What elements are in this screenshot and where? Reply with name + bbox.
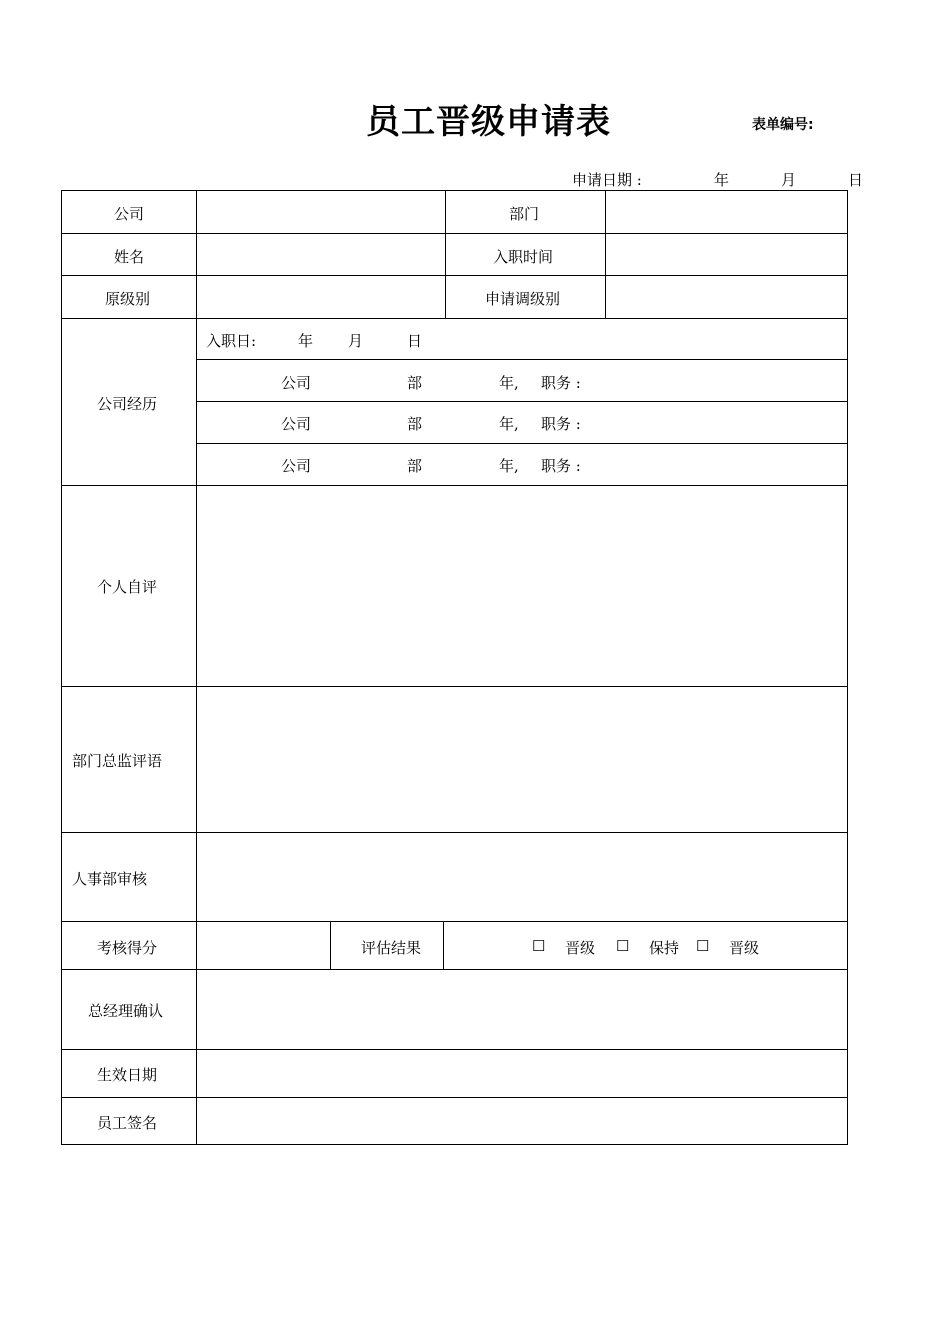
label-name: 姓名 — [114, 248, 145, 266]
hire-day-month: 月 — [348, 332, 364, 350]
history-1-position: 职务 : — [541, 374, 581, 392]
apply-date-year: 年 — [714, 171, 730, 189]
requested-level-field[interactable] — [606, 276, 847, 318]
hire-day-day: 日 — [407, 332, 423, 350]
self-evaluation-field[interactable] — [197, 486, 847, 686]
hr-review-field[interactable] — [197, 833, 847, 921]
history-3-dept: 部 — [407, 457, 423, 475]
label-gm-confirm: 总经理确认 — [88, 1002, 164, 1020]
label-company-history: 公司经历 — [97, 395, 158, 413]
hire-time-field[interactable] — [606, 234, 847, 275]
original-level-field[interactable] — [197, 276, 445, 318]
label-company: 公司 — [114, 205, 145, 223]
checkbox-promote-2[interactable]: ☐ — [696, 937, 710, 955]
label-employee-signature: 员工签名 — [97, 1114, 158, 1132]
option-keep: 保持 — [649, 939, 680, 957]
option-promote-1: 晋级 — [565, 939, 596, 957]
history-2-company: 公司 — [281, 415, 312, 433]
checkbox-keep[interactable]: ☐ — [616, 937, 630, 955]
label-requested-level: 申请调级别 — [485, 290, 561, 308]
history-2-position: 职务 : — [541, 415, 581, 433]
hire-day-year: 年 — [298, 332, 314, 350]
history-3-position: 职务 : — [541, 457, 581, 475]
label-director-comment: 部门总监评语 — [72, 752, 163, 770]
history-2-dept: 部 — [407, 415, 423, 433]
department-field[interactable] — [606, 191, 847, 233]
page-title: 员工晋级申请表 — [366, 102, 611, 142]
label-self-evaluation: 个人自评 — [97, 578, 158, 596]
history-1-year: 年, — [499, 374, 519, 392]
label-original-level: 原级别 — [105, 290, 151, 308]
form-number-label: 表单编号: — [752, 117, 814, 133]
label-hire-day: 入职日: — [206, 332, 257, 350]
checkbox-promote-1[interactable]: ☐ — [532, 937, 546, 955]
gm-confirm-field[interactable] — [197, 970, 847, 1049]
effective-date-field[interactable] — [197, 1050, 847, 1097]
history-3-year: 年, — [499, 457, 519, 475]
label-effective-date: 生效日期 — [97, 1066, 158, 1084]
option-promote-2: 晋级 — [729, 939, 760, 957]
director-comment-field[interactable] — [197, 687, 847, 832]
score-field[interactable] — [197, 922, 330, 969]
apply-date-month: 月 — [781, 171, 797, 189]
history-2-year: 年, — [499, 415, 519, 433]
employee-signature-field[interactable] — [197, 1098, 847, 1144]
apply-date-label: 申请日期 : — [572, 171, 642, 189]
name-field[interactable] — [197, 234, 445, 275]
label-evaluation-result: 评估结果 — [361, 939, 422, 957]
company-field[interactable] — [197, 191, 445, 233]
label-department: 部门 — [509, 205, 540, 223]
label-hr-review: 人事部审核 — [72, 870, 148, 888]
history-1-dept: 部 — [407, 374, 423, 392]
history-3-company: 公司 — [281, 457, 312, 475]
apply-date-day: 日 — [848, 171, 864, 189]
label-hire-time: 入职时间 — [493, 248, 554, 266]
label-score: 考核得分 — [97, 939, 158, 957]
history-1-company: 公司 — [281, 374, 312, 392]
